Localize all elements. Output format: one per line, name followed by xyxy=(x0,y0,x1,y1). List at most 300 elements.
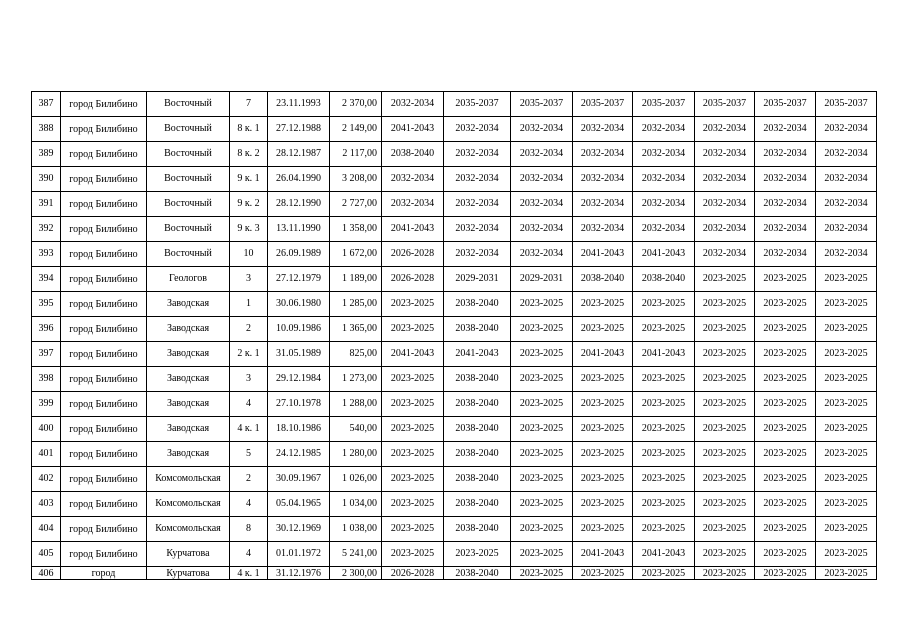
city-cell: город Билибино xyxy=(61,467,147,492)
city-cell: город Билибино xyxy=(61,417,147,442)
repair-period-cell: 2023-2025 xyxy=(382,442,444,467)
area-cell: 1 358,00 xyxy=(330,217,382,242)
street-cell: Заводская xyxy=(147,417,230,442)
commissioning-date-cell: 28.12.1990 xyxy=(268,192,330,217)
repair-period-cell: 2032-2034 xyxy=(816,217,877,242)
repair-period-cell: 2023-2025 xyxy=(755,492,816,517)
city-cell: город xyxy=(61,567,147,580)
repair-period-cell: 2029-2031 xyxy=(444,267,511,292)
repair-period-cell: 2032-2034 xyxy=(633,217,695,242)
repair-period-cell: 2023-2025 xyxy=(695,467,755,492)
row-number-cell: 394 xyxy=(32,267,61,292)
row-number-cell: 406 xyxy=(32,567,61,580)
repair-period-cell: 2023-2025 xyxy=(755,542,816,567)
table-row xyxy=(32,442,877,467)
repair-period-cell: 2023-2025 xyxy=(633,517,695,542)
street-cell: Заводская xyxy=(147,442,230,467)
repair-period-cell: 2041-2043 xyxy=(633,242,695,267)
repair-period-cell: 2023-2025 xyxy=(816,542,877,567)
commissioning-date-cell: 31.05.1989 xyxy=(268,342,330,367)
area-cell: 1 273,00 xyxy=(330,367,382,392)
repair-period-cell: 2032-2034 xyxy=(511,242,573,267)
repair-period-cell: 2023-2025 xyxy=(511,392,573,417)
repair-period-cell: 2023-2025 xyxy=(695,292,755,317)
area-cell: 1 189,00 xyxy=(330,267,382,292)
house-number-cell: 9 к. 2 xyxy=(230,192,268,217)
repair-period-cell: 2023-2025 xyxy=(695,517,755,542)
repair-period-cell: 2032-2034 xyxy=(444,167,511,192)
repair-period-cell: 2038-2040 xyxy=(444,492,511,517)
repair-period-cell: 2026-2028 xyxy=(382,567,444,580)
repair-period-cell: 2041-2043 xyxy=(633,542,695,567)
repair-period-cell: 2032-2034 xyxy=(695,192,755,217)
commissioning-date-cell: 18.10.1986 xyxy=(268,417,330,442)
commissioning-date-cell: 27.10.1978 xyxy=(268,392,330,417)
commissioning-date-cell: 13.11.1990 xyxy=(268,217,330,242)
repair-period-cell: 2023-2025 xyxy=(755,467,816,492)
repair-period-cell: 2023-2025 xyxy=(816,317,877,342)
repair-period-cell: 2032-2034 xyxy=(444,117,511,142)
repair-period-cell: 2032-2034 xyxy=(573,167,633,192)
city-cell: город Билибино xyxy=(61,167,147,192)
repair-period-cell: 2023-2025 xyxy=(382,317,444,342)
street-cell: Заводская xyxy=(147,292,230,317)
repair-period-cell: 2023-2025 xyxy=(382,417,444,442)
table-row xyxy=(32,217,877,242)
area-cell: 2 149,00 xyxy=(330,117,382,142)
area-cell: 1 672,00 xyxy=(330,242,382,267)
repair-period-cell: 2023-2025 xyxy=(511,342,573,367)
area-cell: 1 365,00 xyxy=(330,317,382,342)
repair-period-cell: 2032-2034 xyxy=(633,167,695,192)
repair-period-cell: 2023-2025 xyxy=(511,517,573,542)
table-row xyxy=(32,367,877,392)
street-cell: Заводская xyxy=(147,392,230,417)
repair-period-cell: 2023-2025 xyxy=(573,442,633,467)
repair-period-cell: 2041-2043 xyxy=(444,342,511,367)
row-number-cell: 398 xyxy=(32,367,61,392)
repair-period-cell: 2032-2034 xyxy=(573,142,633,167)
repair-period-cell: 2023-2025 xyxy=(816,492,877,517)
repair-period-cell: 2023-2025 xyxy=(382,467,444,492)
commissioning-date-cell: 30.06.1980 xyxy=(268,292,330,317)
repair-period-cell: 2023-2025 xyxy=(573,292,633,317)
table-row xyxy=(32,567,877,580)
commissioning-date-cell: 27.12.1979 xyxy=(268,267,330,292)
repair-period-cell: 2032-2034 xyxy=(695,142,755,167)
commissioning-date-cell: 30.12.1969 xyxy=(268,517,330,542)
city-cell: город Билибино xyxy=(61,142,147,167)
city-cell: город Билибино xyxy=(61,517,147,542)
repair-period-cell: 2041-2043 xyxy=(382,217,444,242)
repair-period-cell: 2032-2034 xyxy=(511,217,573,242)
repair-period-cell: 2023-2025 xyxy=(573,367,633,392)
repair-period-cell: 2032-2034 xyxy=(633,117,695,142)
repair-period-cell: 2032-2034 xyxy=(816,167,877,192)
row-number-cell: 403 xyxy=(32,492,61,517)
area-cell: 3 208,00 xyxy=(330,167,382,192)
commissioning-date-cell: 31.12.1976 xyxy=(268,567,330,580)
table-row xyxy=(32,242,877,267)
repair-period-cell: 2038-2040 xyxy=(444,292,511,317)
repair-period-cell: 2023-2025 xyxy=(382,367,444,392)
repair-period-cell: 2023-2025 xyxy=(573,467,633,492)
repair-period-cell: 2032-2034 xyxy=(755,192,816,217)
repair-period-cell: 2035-2037 xyxy=(633,92,695,117)
table-row xyxy=(32,117,877,142)
commissioning-date-cell: 05.04.1965 xyxy=(268,492,330,517)
repair-period-cell: 2023-2025 xyxy=(755,567,816,580)
repair-period-cell: 2023-2025 xyxy=(755,317,816,342)
repair-period-cell: 2023-2025 xyxy=(816,392,877,417)
repair-period-cell: 2023-2025 xyxy=(573,392,633,417)
repair-period-cell: 2023-2025 xyxy=(511,417,573,442)
repair-period-cell: 2023-2025 xyxy=(816,442,877,467)
area-cell: 1 034,00 xyxy=(330,492,382,517)
repair-period-cell: 2023-2025 xyxy=(633,292,695,317)
table-body xyxy=(32,92,877,580)
repair-period-cell: 2023-2025 xyxy=(573,317,633,342)
repair-period-cell: 2023-2025 xyxy=(816,292,877,317)
repair-period-cell: 2023-2025 xyxy=(633,317,695,342)
row-number-cell: 404 xyxy=(32,517,61,542)
repair-period-cell: 2023-2025 xyxy=(755,292,816,317)
repair-period-cell: 2023-2025 xyxy=(633,442,695,467)
repair-period-cell: 2023-2025 xyxy=(755,517,816,542)
city-cell: город Билибино xyxy=(61,342,147,367)
repair-period-cell: 2023-2025 xyxy=(755,417,816,442)
repair-period-cell: 2032-2034 xyxy=(511,192,573,217)
repair-period-cell: 2023-2025 xyxy=(633,417,695,442)
repair-period-cell: 2023-2025 xyxy=(511,367,573,392)
row-number-cell: 399 xyxy=(32,392,61,417)
house-number-cell: 4 к. 1 xyxy=(230,567,268,580)
area-cell: 2 300,00 xyxy=(330,567,382,580)
commissioning-date-cell: 26.04.1990 xyxy=(268,167,330,192)
table-row xyxy=(32,392,877,417)
street-cell: Комсомольская xyxy=(147,517,230,542)
street-cell: Курчатова xyxy=(147,542,230,567)
repair-period-cell: 2023-2025 xyxy=(816,467,877,492)
street-cell: Восточный xyxy=(147,192,230,217)
repair-period-cell: 2041-2043 xyxy=(573,242,633,267)
repair-period-cell: 2038-2040 xyxy=(573,267,633,292)
table-row xyxy=(32,517,877,542)
commissioning-date-cell: 10.09.1986 xyxy=(268,317,330,342)
commissioning-date-cell: 27.12.1988 xyxy=(268,117,330,142)
city-cell: город Билибино xyxy=(61,442,147,467)
repair-period-cell: 2035-2037 xyxy=(573,92,633,117)
area-cell: 1 280,00 xyxy=(330,442,382,467)
repair-period-cell: 2032-2034 xyxy=(444,242,511,267)
repair-period-cell: 2038-2040 xyxy=(444,417,511,442)
row-number-cell: 395 xyxy=(32,292,61,317)
repair-period-cell: 2023-2025 xyxy=(573,492,633,517)
commissioning-date-cell: 28.12.1987 xyxy=(268,142,330,167)
house-number-cell: 4 xyxy=(230,542,268,567)
repair-period-cell: 2023-2025 xyxy=(816,267,877,292)
repair-period-cell: 2023-2025 xyxy=(695,417,755,442)
city-cell: город Билибино xyxy=(61,117,147,142)
city-cell: город Билибино xyxy=(61,217,147,242)
repair-period-cell: 2026-2028 xyxy=(382,267,444,292)
repair-period-cell: 2023-2025 xyxy=(695,442,755,467)
city-cell: город Билибино xyxy=(61,492,147,517)
repair-period-cell: 2023-2025 xyxy=(695,542,755,567)
row-number-cell: 401 xyxy=(32,442,61,467)
city-cell: город Билибино xyxy=(61,242,147,267)
street-cell: Восточный xyxy=(147,117,230,142)
repair-period-cell: 2032-2034 xyxy=(382,192,444,217)
commissioning-date-cell: 23.11.1993 xyxy=(268,92,330,117)
repair-period-cell: 2035-2037 xyxy=(816,92,877,117)
street-cell: Заводская xyxy=(147,367,230,392)
house-number-cell: 10 xyxy=(230,242,268,267)
repair-period-cell: 2023-2025 xyxy=(695,267,755,292)
house-number-cell: 4 xyxy=(230,392,268,417)
repair-period-cell: 2032-2034 xyxy=(444,217,511,242)
repair-period-cell: 2023-2025 xyxy=(816,342,877,367)
table-row xyxy=(32,142,877,167)
table-row xyxy=(32,542,877,567)
table-row xyxy=(32,167,877,192)
repair-period-cell: 2032-2034 xyxy=(755,142,816,167)
table-row xyxy=(32,267,877,292)
repair-period-cell: 2023-2025 xyxy=(695,367,755,392)
city-cell: город Билибино xyxy=(61,267,147,292)
table-row xyxy=(32,192,877,217)
repair-period-cell: 2023-2025 xyxy=(633,492,695,517)
street-cell: Восточный xyxy=(147,217,230,242)
area-cell: 1 285,00 xyxy=(330,292,382,317)
repair-period-cell: 2023-2025 xyxy=(382,517,444,542)
house-number-cell: 1 xyxy=(230,292,268,317)
row-number-cell: 405 xyxy=(32,542,61,567)
repair-period-cell: 2038-2040 xyxy=(382,142,444,167)
repair-period-cell: 2032-2034 xyxy=(511,142,573,167)
house-number-cell: 5 xyxy=(230,442,268,467)
repair-period-cell: 2023-2025 xyxy=(755,392,816,417)
house-number-cell: 2 xyxy=(230,467,268,492)
street-cell: Заводская xyxy=(147,317,230,342)
repair-period-cell: 2023-2025 xyxy=(633,567,695,580)
street-cell: Восточный xyxy=(147,92,230,117)
row-number-cell: 393 xyxy=(32,242,61,267)
repair-period-cell: 2023-2025 xyxy=(755,342,816,367)
repair-period-cell: 2023-2025 xyxy=(382,392,444,417)
table-row xyxy=(32,317,877,342)
city-cell: город Билибино xyxy=(61,92,147,117)
area-cell: 2 117,00 xyxy=(330,142,382,167)
commissioning-date-cell: 26.09.1989 xyxy=(268,242,330,267)
row-number-cell: 390 xyxy=(32,167,61,192)
repair-period-cell: 2023-2025 xyxy=(695,317,755,342)
house-number-cell: 4 к. 1 xyxy=(230,417,268,442)
repair-period-cell: 2032-2034 xyxy=(511,117,573,142)
table-row xyxy=(32,492,877,517)
commissioning-date-cell: 30.09.1967 xyxy=(268,467,330,492)
area-cell: 540,00 xyxy=(330,417,382,442)
row-number-cell: 391 xyxy=(32,192,61,217)
repair-period-cell: 2023-2025 xyxy=(633,392,695,417)
housing-repair-schedule-table xyxy=(31,91,877,580)
repair-period-cell: 2032-2034 xyxy=(695,117,755,142)
repair-period-cell: 2041-2043 xyxy=(633,342,695,367)
repair-period-cell: 2035-2037 xyxy=(755,92,816,117)
area-cell: 825,00 xyxy=(330,342,382,367)
repair-period-cell: 2032-2034 xyxy=(816,242,877,267)
repair-period-cell: 2023-2025 xyxy=(511,567,573,580)
house-number-cell: 8 xyxy=(230,517,268,542)
repair-period-cell: 2041-2043 xyxy=(382,342,444,367)
repair-period-cell: 2023-2025 xyxy=(511,467,573,492)
repair-period-cell: 2026-2028 xyxy=(382,242,444,267)
repair-period-cell: 2032-2034 xyxy=(382,167,444,192)
row-number-cell: 402 xyxy=(32,467,61,492)
repair-period-cell: 2035-2037 xyxy=(511,92,573,117)
row-number-cell: 400 xyxy=(32,417,61,442)
repair-period-cell: 2032-2034 xyxy=(755,117,816,142)
street-cell: Восточный xyxy=(147,242,230,267)
repair-period-cell: 2032-2034 xyxy=(755,217,816,242)
repair-period-cell: 2023-2025 xyxy=(573,417,633,442)
area-cell: 1 026,00 xyxy=(330,467,382,492)
commissioning-date-cell: 24.12.1985 xyxy=(268,442,330,467)
row-number-cell: 389 xyxy=(32,142,61,167)
house-number-cell: 8 к. 1 xyxy=(230,117,268,142)
repair-period-cell: 2023-2025 xyxy=(755,442,816,467)
area-cell: 5 241,00 xyxy=(330,542,382,567)
street-cell: Восточный xyxy=(147,167,230,192)
house-number-cell: 2 к. 1 xyxy=(230,342,268,367)
repair-period-cell: 2023-2025 xyxy=(633,367,695,392)
repair-period-cell: 2038-2040 xyxy=(444,567,511,580)
repair-period-cell: 2023-2025 xyxy=(511,542,573,567)
repair-period-cell: 2023-2025 xyxy=(444,542,511,567)
repair-period-cell: 2038-2040 xyxy=(444,392,511,417)
repair-period-cell: 2032-2034 xyxy=(444,142,511,167)
house-number-cell: 9 к. 1 xyxy=(230,167,268,192)
repair-period-cell: 2023-2025 xyxy=(382,542,444,567)
repair-period-cell: 2029-2031 xyxy=(511,267,573,292)
repair-period-cell: 2023-2025 xyxy=(695,492,755,517)
city-cell: город Билибино xyxy=(61,392,147,417)
repair-period-cell: 2038-2040 xyxy=(444,442,511,467)
street-cell: Заводская xyxy=(147,342,230,367)
repair-period-cell: 2023-2025 xyxy=(816,417,877,442)
repair-period-cell: 2032-2034 xyxy=(755,242,816,267)
city-cell: город Билибино xyxy=(61,542,147,567)
repair-period-cell: 2032-2034 xyxy=(573,117,633,142)
area-cell: 1 288,00 xyxy=(330,392,382,417)
repair-period-cell: 2032-2034 xyxy=(816,117,877,142)
repair-period-cell: 2032-2034 xyxy=(816,192,877,217)
house-number-cell: 9 к. 3 xyxy=(230,217,268,242)
city-cell: город Билибино xyxy=(61,292,147,317)
row-number-cell: 396 xyxy=(32,317,61,342)
table-row xyxy=(32,92,877,117)
repair-period-cell: 2023-2025 xyxy=(816,567,877,580)
repair-period-cell: 2032-2034 xyxy=(695,167,755,192)
house-number-cell: 7 xyxy=(230,92,268,117)
city-cell: город Билибино xyxy=(61,192,147,217)
repair-period-cell: 2023-2025 xyxy=(511,292,573,317)
repair-period-cell: 2038-2040 xyxy=(633,267,695,292)
repair-period-cell: 2023-2025 xyxy=(573,567,633,580)
repair-period-cell: 2038-2040 xyxy=(444,467,511,492)
city-cell: город Билибино xyxy=(61,367,147,392)
house-number-cell: 3 xyxy=(230,267,268,292)
table-row xyxy=(32,292,877,317)
repair-period-cell: 2023-2025 xyxy=(695,567,755,580)
repair-period-cell: 2023-2025 xyxy=(382,492,444,517)
repair-period-cell: 2023-2025 xyxy=(511,442,573,467)
repair-period-cell: 2035-2037 xyxy=(444,92,511,117)
repair-period-cell: 2023-2025 xyxy=(695,342,755,367)
repair-period-cell: 2032-2034 xyxy=(755,167,816,192)
repair-period-cell: 2023-2025 xyxy=(382,292,444,317)
repair-period-cell: 2023-2025 xyxy=(816,517,877,542)
repair-period-cell: 2032-2034 xyxy=(573,192,633,217)
row-number-cell: 387 xyxy=(32,92,61,117)
street-cell: Восточный xyxy=(147,142,230,167)
row-number-cell: 392 xyxy=(32,217,61,242)
repair-period-cell: 2038-2040 xyxy=(444,517,511,542)
house-number-cell: 4 xyxy=(230,492,268,517)
repair-period-cell: 2023-2025 xyxy=(695,392,755,417)
repair-period-cell: 2032-2034 xyxy=(382,92,444,117)
repair-period-cell: 2032-2034 xyxy=(695,217,755,242)
commissioning-date-cell: 29.12.1984 xyxy=(268,367,330,392)
repair-period-cell: 2032-2034 xyxy=(633,142,695,167)
repair-period-cell: 2035-2037 xyxy=(695,92,755,117)
repair-period-cell: 2038-2040 xyxy=(444,367,511,392)
repair-period-cell: 2041-2043 xyxy=(382,117,444,142)
row-number-cell: 388 xyxy=(32,117,61,142)
repair-period-cell: 2023-2025 xyxy=(633,467,695,492)
repair-period-cell: 2032-2034 xyxy=(444,192,511,217)
repair-period-cell: 2032-2034 xyxy=(511,167,573,192)
repair-period-cell: 2041-2043 xyxy=(573,342,633,367)
repair-period-cell: 2023-2025 xyxy=(755,267,816,292)
commissioning-date-cell: 01.01.1972 xyxy=(268,542,330,567)
repair-period-cell: 2032-2034 xyxy=(816,142,877,167)
repair-period-cell: 2032-2034 xyxy=(573,217,633,242)
area-cell: 1 038,00 xyxy=(330,517,382,542)
area-cell: 2 727,00 xyxy=(330,192,382,217)
city-cell: город Билибино xyxy=(61,317,147,342)
house-number-cell: 3 xyxy=(230,367,268,392)
house-number-cell: 2 xyxy=(230,317,268,342)
table-row xyxy=(32,342,877,367)
repair-period-cell: 2023-2025 xyxy=(816,367,877,392)
repair-period-cell: 2023-2025 xyxy=(573,517,633,542)
table-row xyxy=(32,417,877,442)
street-cell: Геологов xyxy=(147,267,230,292)
street-cell: Комсомольская xyxy=(147,467,230,492)
repair-period-cell: 2023-2025 xyxy=(511,317,573,342)
table-row xyxy=(32,467,877,492)
row-number-cell: 397 xyxy=(32,342,61,367)
repair-period-cell: 2032-2034 xyxy=(633,192,695,217)
area-cell: 2 370,00 xyxy=(330,92,382,117)
repair-period-cell: 2023-2025 xyxy=(511,492,573,517)
street-cell: Курчатова xyxy=(147,567,230,580)
repair-period-cell: 2023-2025 xyxy=(755,367,816,392)
repair-period-cell: 2041-2043 xyxy=(573,542,633,567)
house-number-cell: 8 к. 2 xyxy=(230,142,268,167)
street-cell: Комсомольская xyxy=(147,492,230,517)
